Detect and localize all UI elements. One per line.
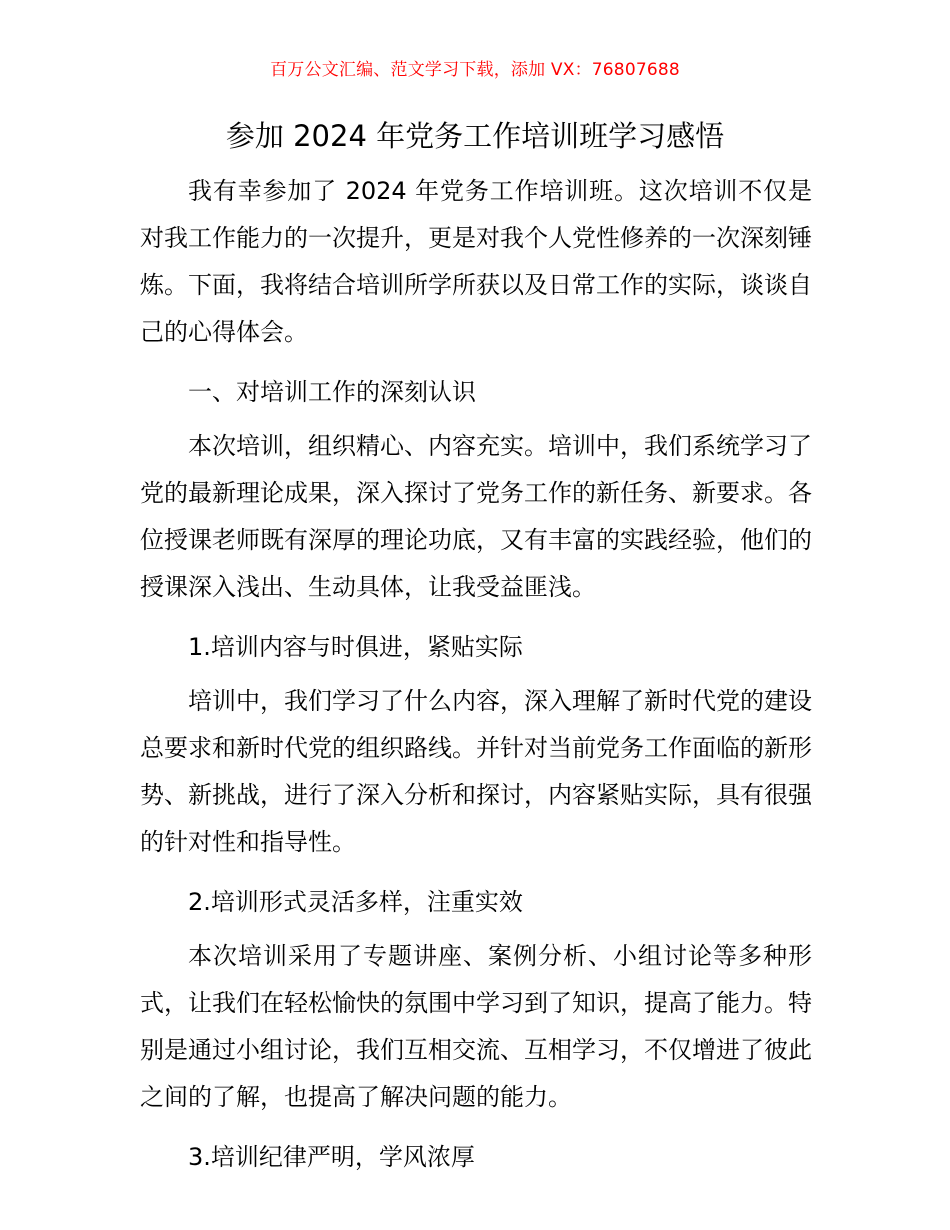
document-body	[140, 168, 812, 1188]
document-title: 参加 2024 年党务工作培训班学习感悟	[225, 119, 725, 153]
paragraph-subsection-2: 本次培训采用了专题讲座、案例分析、小组讨论等多种形式，让我们在轻松愉快的氛围中学习到了知识，提高了能力。特别是通过小组讨论，我们互相交流、互相学习，不仅增进了彼此之间的了解，也提高了解决问题的能力。	[140, 942, 812, 1111]
subheading-3: 3.培训纪律严明，学风浓厚	[188, 1143, 475, 1171]
paragraph-section-1: 本次培训，组织精心、内容充实。培训中，我们系统学习了党的最新理论成果，深入探讨了党务工作的新任务、新要求。各位授课老师既有深厚的理论功底，又有丰富的实践经验，他们的授课深入浅出、生动具体，让我受益匪浅。	[140, 432, 812, 601]
header-watermark-note: 百万公文汇编、范文学习下载，添加 VX：76807688	[270, 60, 680, 80]
paragraph-intro: 我有幸参加了 2024 年党务工作培训班。这次培训不仅是对我工作能力的一次提升，更是对我个人党性修养的一次深刻锤炼。下面，我将结合培训所学所获以及日常工作的实际，谈谈自己的心得体会。	[140, 177, 812, 346]
paragraph-subsection-1: 培训中，我们学习了什么内容，深入理解了新时代党的建设总要求和新时代党的组织路线。并针对当前党务工作面临的新形势、新挑战，进行了深入分析和探讨，内容紧贴实际，具有很强的针对性和指导性。	[140, 687, 812, 856]
section-heading-1: 一、对培训工作的深刻认识	[188, 378, 476, 406]
subheading-1: 1.培训内容与时俱进，紧贴实际	[188, 633, 523, 661]
subheading-2: 2.培训形式灵活多样，注重实效	[188, 888, 523, 916]
